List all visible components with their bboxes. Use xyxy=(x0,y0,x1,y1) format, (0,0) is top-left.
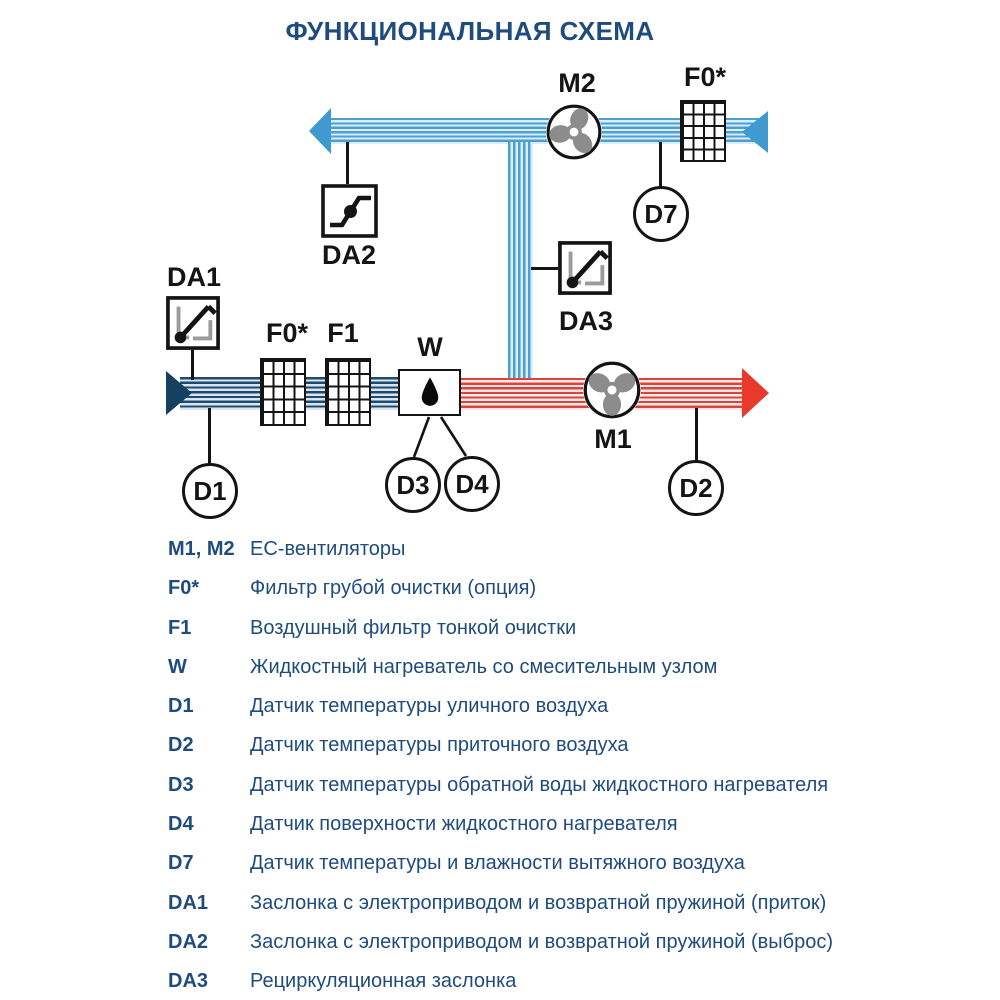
legend-key: D2 xyxy=(168,734,194,757)
legend-row-da3 xyxy=(168,970,948,1000)
da3-connector-line xyxy=(531,267,559,270)
heater-w-box xyxy=(398,369,461,416)
legend-row-w xyxy=(168,656,948,695)
legend-key: D3 xyxy=(168,773,194,796)
filter-f0-exhaust xyxy=(680,100,726,162)
sensor-d4-label: D4 xyxy=(455,468,489,499)
label-da2: DA2 xyxy=(321,240,377,270)
fan-m1-icon xyxy=(583,361,641,419)
da2-connector-line xyxy=(346,142,349,186)
legend-row-d4 xyxy=(168,813,948,852)
label-da1: DA1 xyxy=(166,262,222,292)
legend-key: D4 xyxy=(168,813,194,836)
legend-desc: Заслонка с электроприводом и возвратной пружиной (приток) xyxy=(250,891,827,914)
legend-key: F0* xyxy=(168,577,200,600)
d7-connector-line xyxy=(659,142,662,187)
label-w: W xyxy=(417,332,443,362)
legend-desc: Датчик температуры обратной воды жидкостного нагревателя xyxy=(250,773,829,796)
label-m2: M2 xyxy=(558,68,596,98)
sensor-d3-label: D3 xyxy=(396,469,430,500)
legend-key: D7 xyxy=(168,852,194,875)
sensor-d2 xyxy=(668,460,724,516)
label-f0: F0* xyxy=(265,318,309,348)
damper-da3-icon xyxy=(558,241,612,295)
label-da3: DA3 xyxy=(558,306,614,336)
recirculation-duct xyxy=(508,142,533,378)
supply-out-arrow-icon xyxy=(742,368,769,418)
label-m1: M1 xyxy=(594,424,632,454)
sensor-d1 xyxy=(182,463,238,519)
d1-connector-line xyxy=(208,408,211,464)
legend-row-f0 xyxy=(168,577,948,616)
exhaust-in-arrow-icon xyxy=(742,111,768,153)
legend-desc: Жидкостный нагреватель со смесительным узлом xyxy=(250,655,718,678)
fan-m2-icon xyxy=(546,104,602,160)
sensor-d7-label: D7 xyxy=(644,198,678,229)
sensor-d1-label: D1 xyxy=(193,475,227,506)
legend-row-d7 xyxy=(168,852,948,891)
d2-connector-line xyxy=(695,408,698,461)
damper-da2-icon xyxy=(321,184,378,238)
sensor-d7 xyxy=(633,186,689,242)
d3-d4-connector-lines xyxy=(400,416,475,458)
outdoor-intake-arrow-icon xyxy=(166,371,192,415)
sensor-d2-label: D2 xyxy=(679,472,713,503)
legend-desc: Заслонка с электроприводом и возвратной пружиной (выброс) xyxy=(250,930,834,953)
legend-key: F1 xyxy=(168,616,192,639)
legend-row-da2 xyxy=(168,931,948,970)
legend-key: DA1 xyxy=(168,891,209,914)
legend-desc: Датчик температуры приточного воздуха xyxy=(250,734,629,757)
legend-key: DA2 xyxy=(168,930,209,953)
legend-desc: Датчик температуры уличного воздуха xyxy=(250,695,609,718)
legend-desc: Воздушный фильтр тонкой очистки xyxy=(250,616,577,639)
exhaust-out-arrow-icon xyxy=(309,108,331,154)
damper-da1-icon xyxy=(165,296,221,350)
legend-row-f1 xyxy=(168,617,948,656)
label-f0-top: F0* xyxy=(683,62,727,92)
legend-row-da1 xyxy=(168,892,948,931)
sensor-d4 xyxy=(444,456,500,512)
filter-f0-supply xyxy=(260,358,306,426)
legend-desc: Датчик поверхности жидкостного нагревателя xyxy=(250,813,678,836)
legend-desc: Фильтр грубой очистки (опция) xyxy=(250,577,537,600)
da1-connector-line xyxy=(191,348,194,380)
filter-f1-supply xyxy=(325,358,371,426)
legend xyxy=(168,538,948,1000)
legend-row-d1 xyxy=(168,695,948,734)
legend-key: DA3 xyxy=(168,970,209,993)
page-title: ФУНКЦИОНАЛЬНАЯ СХЕМА xyxy=(285,16,655,46)
label-f1: F1 xyxy=(327,318,359,348)
legend-desc: ЕС-вентиляторы xyxy=(250,538,406,560)
legend-key: M1, M2 xyxy=(168,538,235,560)
legend-row-d2 xyxy=(168,734,948,773)
legend-desc: Датчик температуры и влажности вытяжного воздуха xyxy=(250,852,745,875)
water-drop-icon xyxy=(419,376,441,410)
legend-key: W xyxy=(168,655,187,678)
legend-desc: Рециркуляционная заслонка xyxy=(250,970,517,993)
legend-row-m1-m2 xyxy=(168,538,948,577)
sensor-d3 xyxy=(385,457,441,513)
legend-key: D1 xyxy=(168,695,194,718)
legend-row-d3 xyxy=(168,774,948,813)
